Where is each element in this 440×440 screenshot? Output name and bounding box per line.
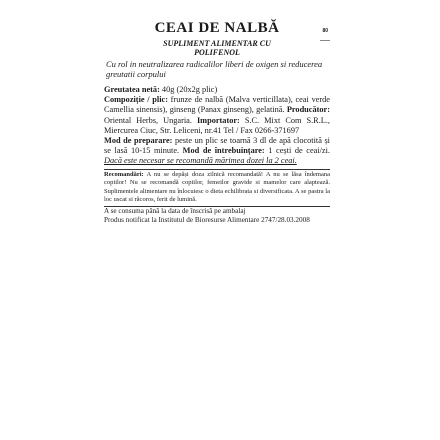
net-weight-label: Greutatea netă: — [104, 85, 160, 94]
badge-divider — [320, 40, 330, 41]
subtitle-line-1: SUPLIMENT ALIMENTAR CU — [163, 39, 271, 48]
composition — [104, 95, 330, 136]
product-title: CEAI DE NALBĂ — [154, 20, 280, 36]
producer-value: Oriental Herbs, Ungaria. — [104, 115, 192, 125]
net-weight-value: 40g (20x2g plic) — [159, 85, 218, 94]
net-weight — [104, 85, 330, 95]
importer-value: S.C. Mixt Com S.R.L., Miercurea Ciuc, Str. Leliceni, nr.41 Tel / Fax 0266-371697 — [104, 115, 330, 135]
preparation — [104, 136, 330, 167]
product-label — [104, 14, 330, 434]
consume-by: A se consuma până la data de înscrisă pe ambalaj — [104, 207, 246, 215]
warnings-box — [104, 169, 330, 205]
label-header — [104, 20, 330, 57]
composition-label: Compoziție / plic: — [104, 95, 168, 105]
tagline: Cu rol in neutralizarea radicalilor liberi de oxigen si reducerea greutatii corpului — [106, 59, 323, 79]
use-label: Mod de întrebuințare: — [179, 146, 265, 156]
prep-label: Mod de preparare: — [104, 136, 173, 146]
importer-label: Importator: — [191, 115, 240, 125]
use-value: 1 cești de ceai/zi. — [264, 146, 330, 156]
product-details — [104, 85, 330, 167]
composition-value: frunze de nalbă (Malva verticillata), ceai verde Camellia sinensis), ginseng (Panax ginseng), gelatină. — [104, 95, 330, 115]
dose-note: Dacă este necesar se recomandă mărimea dozei la 2 ceai. — [104, 156, 297, 166]
prep-value: peste un plic se toarnă 3 dl de apă clocotită și se lasă 10-15 minute. — [104, 136, 330, 156]
producer-label: Producător: — [284, 105, 330, 115]
subtitle-line-2: POLIFENOL — [194, 48, 240, 57]
warnings-label: Recomandări: — [104, 170, 144, 178]
warnings-text: A nu se depăși doza zilnică recomandată! A nu se lăsa îndemana copiilor! Nu se recomandă copiilor, femeilor gravide si mamelor care alaptează. Suplimentele alimentare nu înlocuiesc o dieta echilibrata si diversificata. A se pastra la loc uscat si răcoros, ferit de lumină. — [104, 170, 330, 204]
notification: Produs notificat la Institutul de Bioresurse Alimentare 2747/28.03.2008 — [104, 216, 310, 224]
badge-number: 80 — [322, 28, 328, 34]
footer-info — [104, 206, 330, 225]
